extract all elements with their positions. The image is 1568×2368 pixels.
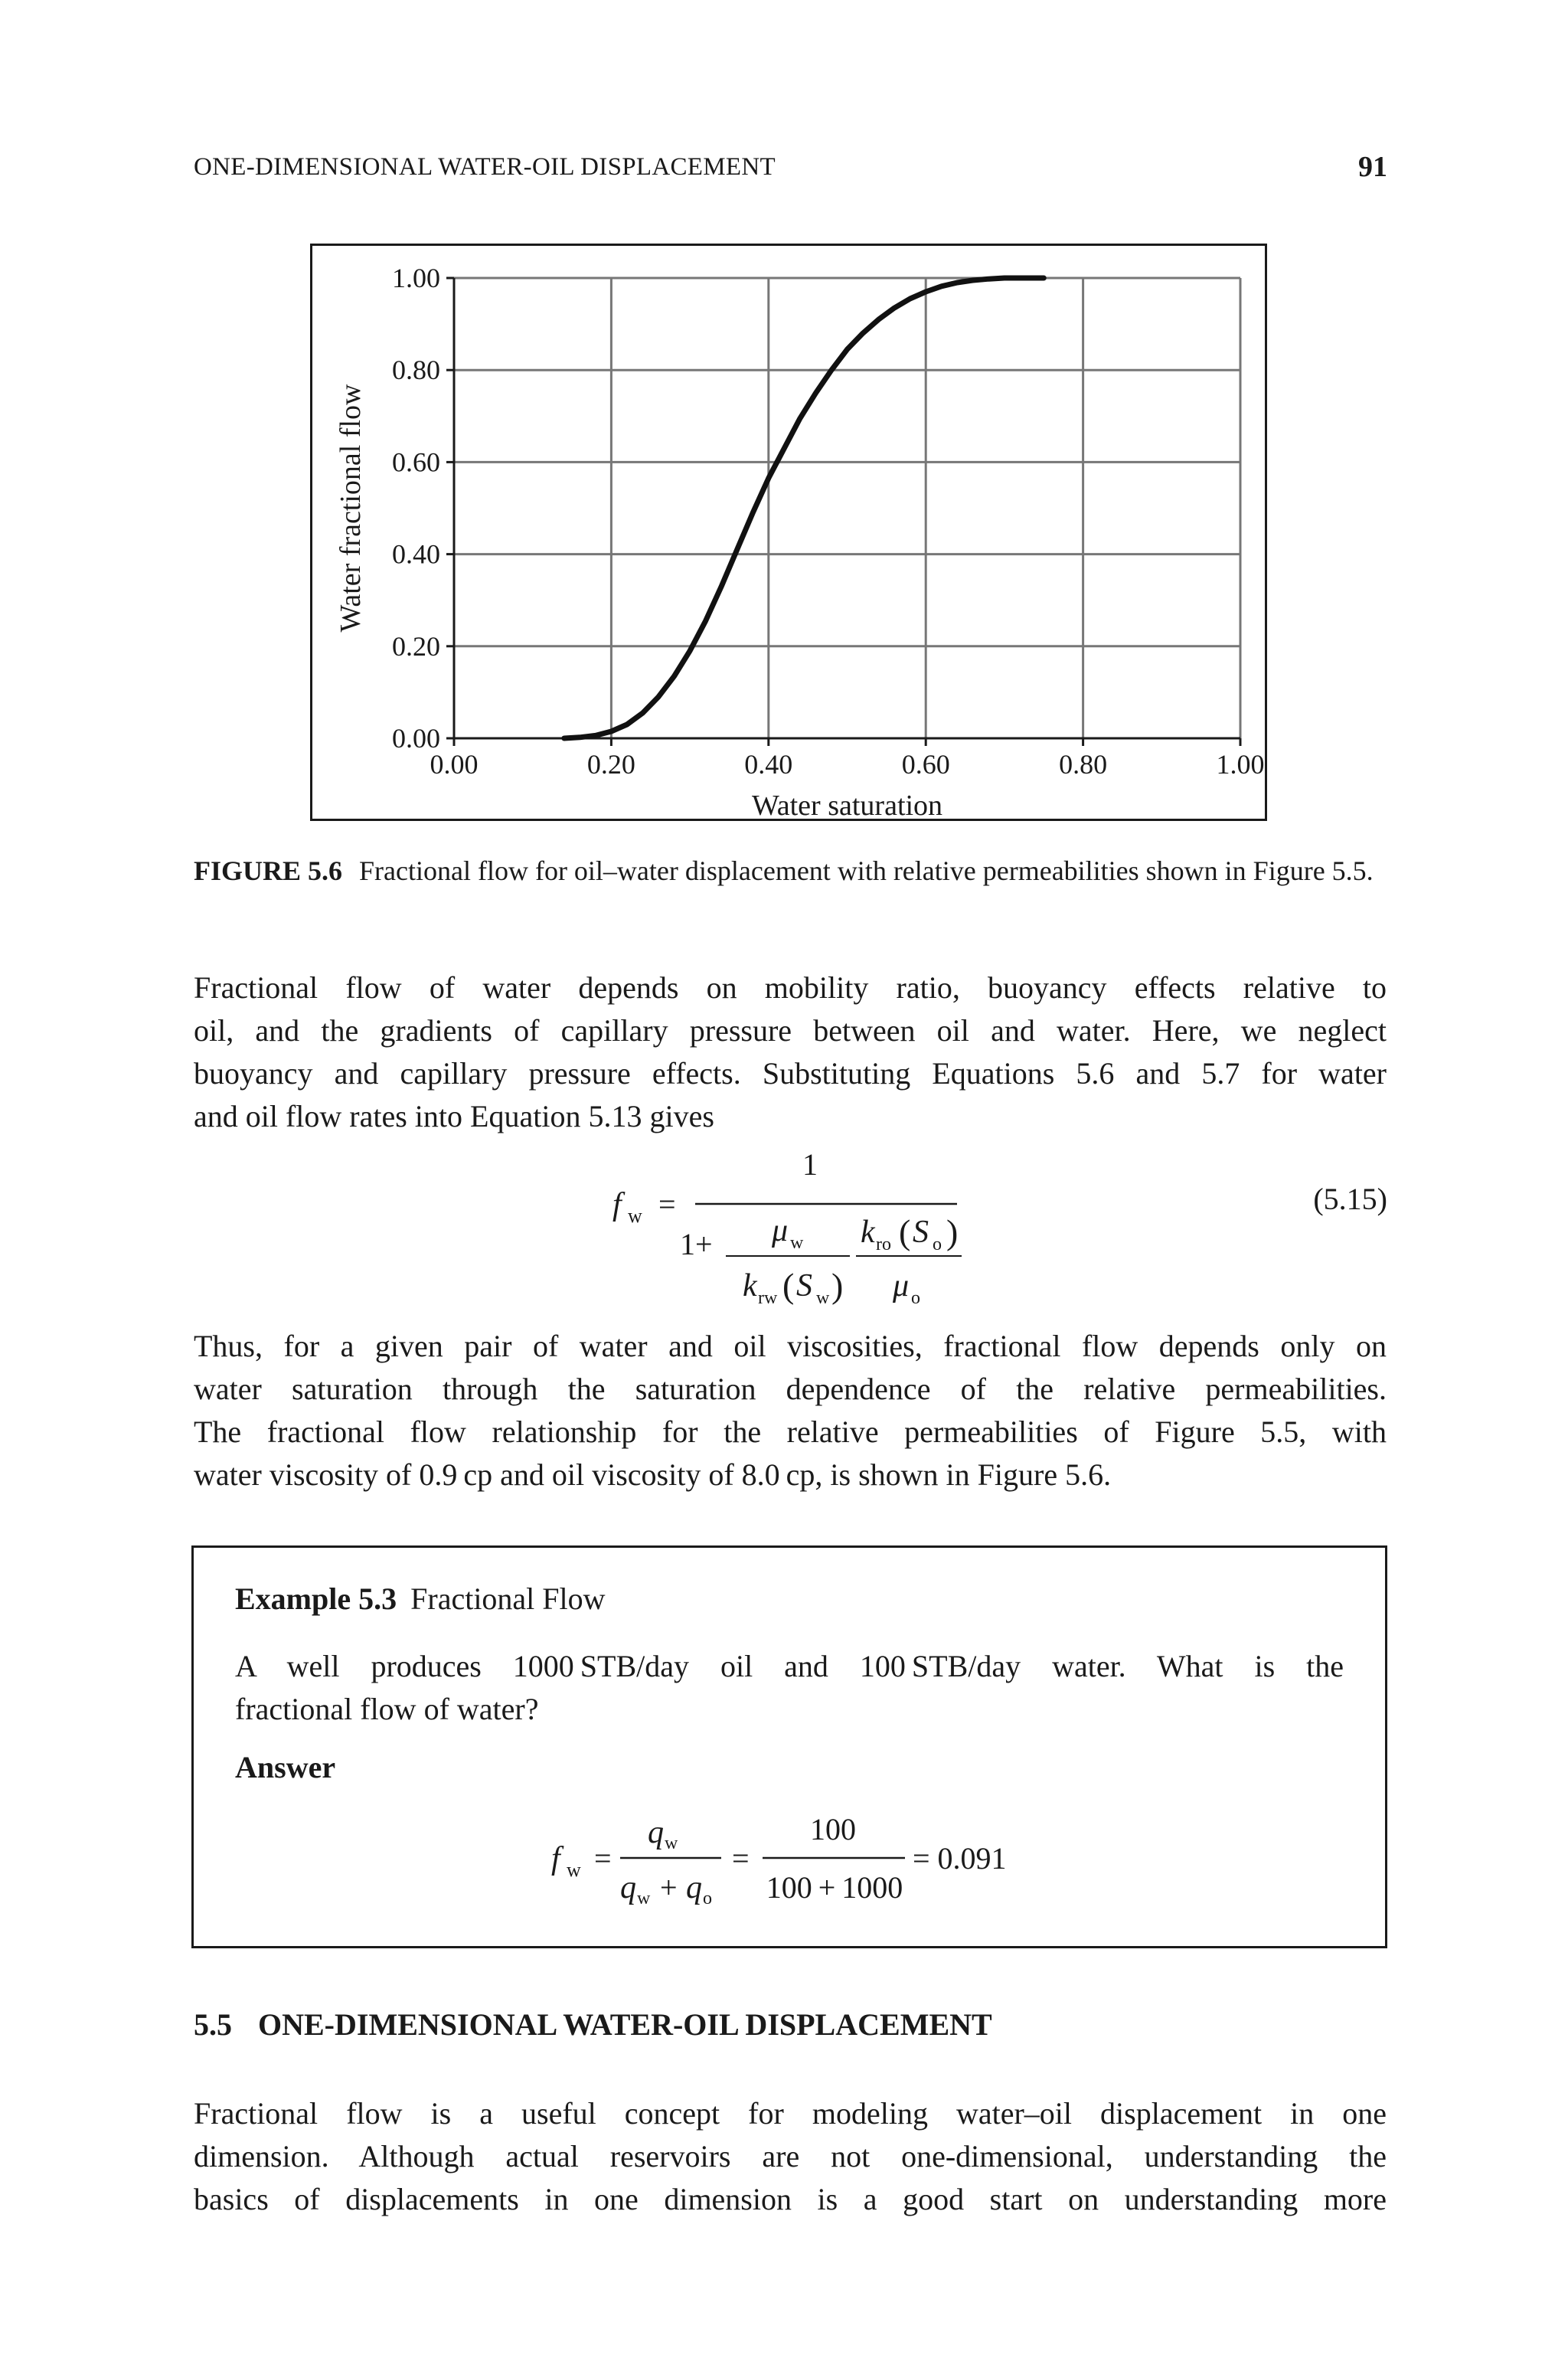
figure-frame <box>310 244 1267 821</box>
paragraph-line: The fractional flow relationship for the relative permeabilities of Figure 5.5, with <box>194 1415 1387 1449</box>
x-tick-label: 0.40 <box>744 749 793 780</box>
ex-eq-sub-w: w <box>637 1889 651 1908</box>
example-body <box>235 1645 1344 1731</box>
eq-lparen: ( <box>782 1266 795 1305</box>
example-body-line: fractional flow of water? <box>235 1692 539 1726</box>
y-tick-label: 0.20 <box>392 630 440 662</box>
eq-rparen: ) <box>946 1212 959 1251</box>
eq-numerator: 1 <box>802 1147 818 1182</box>
eq-mu: μ <box>772 1213 789 1248</box>
y-axis-label: Water fractional flow <box>335 384 367 633</box>
example-equation <box>536 1800 1072 1915</box>
running-header-title: ONE-DIMENSIONAL WATER-OIL DISPLACEMENT <box>194 153 776 181</box>
equation-number: (5.15) <box>1313 1182 1387 1216</box>
eq-rparen: ) <box>831 1266 844 1305</box>
ex-eq-q: q <box>686 1870 702 1905</box>
paragraph-line: Fractional flow of water depends on mobility ratio, buoyancy effects relative to <box>194 970 1387 1005</box>
x-tick-label: 0.60 <box>901 749 950 780</box>
example-label: Example 5.3 <box>235 1581 397 1616</box>
y-tick-label: 1.00 <box>392 263 440 293</box>
figure-label: FIGURE 5.6 <box>194 855 343 886</box>
paragraph-line: and oil flow rates into Equation 5.13 gives <box>194 1099 714 1133</box>
eq-one-plus: 1+ <box>680 1227 713 1261</box>
eq-sub-o: o <box>911 1288 920 1308</box>
equation-5-15 <box>597 1141 995 1310</box>
ex-eq-lhs-sub: w <box>567 1859 581 1881</box>
eq-sub-ro: ro <box>876 1235 891 1254</box>
fractional-flow-chart <box>312 246 1269 823</box>
example-title-text: Fractional Flow <box>410 1581 606 1616</box>
ex-eq-num2: 100 <box>810 1812 856 1846</box>
ex-eq-result: = 0.091 <box>913 1841 1007 1876</box>
ex-eq-q: q <box>648 1815 664 1850</box>
eq-sub-w: w <box>790 1233 804 1253</box>
eq-sub-rw: rw <box>758 1288 778 1308</box>
example-title <box>235 1581 606 1617</box>
x-axis-label: Water saturation <box>751 790 943 822</box>
y-tick-label: 0.00 <box>392 723 440 754</box>
paragraph-line: water viscosity of 0.9 cp and oil viscosity of 8.0 cp, is shown in Figure 5.6. <box>194 1457 1112 1492</box>
paragraph-3 <box>194 2092 1387 2221</box>
y-tick-label: 0.80 <box>392 355 440 386</box>
fractional-flow-curve <box>564 278 1044 738</box>
paragraph-2 <box>194 1325 1387 1496</box>
eq-S: S <box>796 1268 812 1303</box>
figure-caption <box>194 850 1387 891</box>
eq-k: k <box>861 1215 875 1250</box>
paragraph-line: Thus, for a given pair of water and oil viscosities, fractional flow depends only on <box>194 1329 1387 1363</box>
x-tick-label: 0.00 <box>430 749 479 780</box>
section-heading <box>194 2007 992 2043</box>
eq-k: k <box>743 1268 757 1303</box>
eq-lhs-sub: w <box>628 1205 642 1227</box>
ex-eq-sub-w: w <box>665 1833 678 1853</box>
section-number: 5.5 <box>194 2007 232 2042</box>
ex-eq-sub-o: o <box>703 1889 712 1908</box>
paragraph-line: basics of displacements in one dimension is a good start on understanding more <box>194 2182 1387 2216</box>
x-tick-label: 1.00 <box>1216 749 1265 780</box>
ex-eq-plus: + <box>660 1870 678 1905</box>
eq-equals: = <box>658 1187 676 1222</box>
x-tick-label: 0.80 <box>1059 749 1108 780</box>
figure-caption-text: Fractional flow for oil–water displacement with relative permeabilities shown in Figure 5.5. <box>359 855 1374 886</box>
paragraph-1 <box>194 966 1387 1138</box>
example-body-line: A well produces 1000 STB/day oil and 100 STB/day water. What is the <box>235 1649 1344 1683</box>
page-number: 91 <box>1358 151 1387 183</box>
paragraph-line: buoyancy and capillary pressure effects. Substituting Equations 5.6 and 5.7 for water <box>194 1056 1387 1091</box>
eq-lhs-f: f <box>612 1187 622 1222</box>
ex-eq-q: q <box>620 1870 636 1905</box>
paragraph-line: water saturation through the saturation dependence of the relative permeabilities. <box>194 1372 1387 1406</box>
eq-mu: μ <box>893 1268 910 1303</box>
y-tick-label: 0.60 <box>392 446 440 478</box>
paragraph-line: dimension. Although actual reservoirs are not one-dimensional, understanding the <box>194 2139 1387 2173</box>
eq-sub-w: w <box>816 1288 830 1308</box>
example-answer-label: Answer <box>235 1750 336 1784</box>
y-tick-label: 0.40 <box>392 538 440 570</box>
ex-eq-lhs-f: f <box>551 1841 560 1876</box>
ex-eq-equals: = <box>594 1841 612 1876</box>
paragraph-line: Fractional flow is a useful concept for modeling water–oil displacement in one <box>194 2096 1387 2131</box>
section-title: ONE-DIMENSIONAL WATER-OIL DISPLACEMENT <box>258 2007 992 2042</box>
eq-S: S <box>913 1215 929 1250</box>
eq-sub-o: o <box>933 1235 942 1254</box>
paragraph-line: oil, and the gradients of capillary pressure between oil and water. Here, we neglect <box>194 1013 1387 1048</box>
x-tick-label: 0.20 <box>586 749 635 780</box>
ex-eq-equals-2: = <box>732 1841 750 1876</box>
ex-eq-den2: 100 + 1000 <box>766 1870 903 1905</box>
eq-lparen: ( <box>899 1212 911 1251</box>
